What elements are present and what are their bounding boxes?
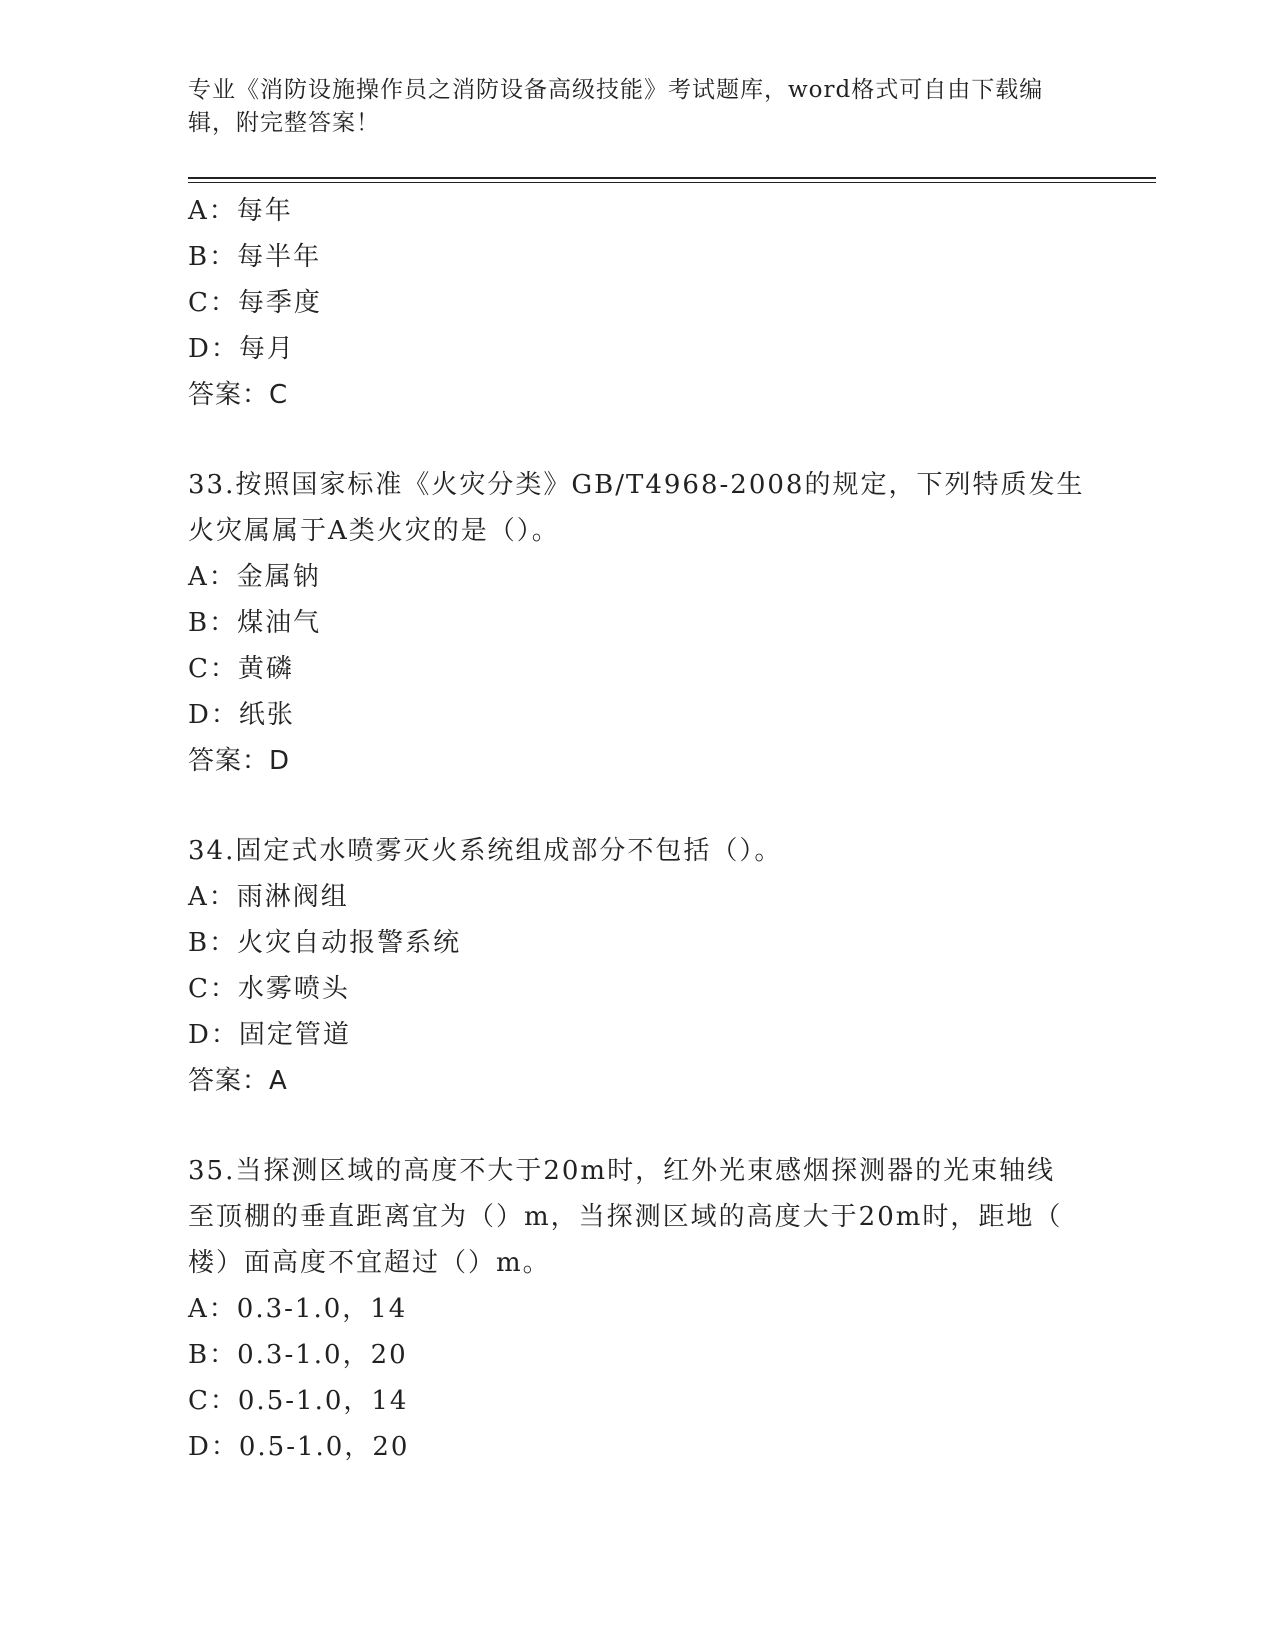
question-stem-line: 34.固定式水喷雾灭火系统组成部分不包括（）。 <box>188 836 783 866</box>
option-a: A：雨淋阀组 <box>188 882 349 912</box>
option-b: B：火灾自动报警系统 <box>188 928 462 958</box>
header-rule-thick <box>188 177 1156 179</box>
question-stem-line: 33.按照国家标准《火灾分类》GB/T4968-2008的规定，下列特质发生 <box>188 470 1085 500</box>
option-c: C：0.5-1.0，14 <box>188 1386 409 1416</box>
option-d: D：每月 <box>188 334 295 364</box>
question-35 <box>188 1148 1088 1470</box>
answer-label: 答案：D <box>188 746 291 776</box>
question-32-continued <box>188 188 1088 418</box>
option-a: A：金属钠 <box>188 562 321 592</box>
question-content <box>188 188 1088 1470</box>
answer-label: 答案：A <box>188 1066 288 1096</box>
question-stem-line: 35.当探测区域的高度不大于20m时，红外光束感烟探测器的光束轴线 <box>188 1156 1056 1186</box>
option-d: D：固定管道 <box>188 1020 351 1050</box>
option-c: C：每季度 <box>188 288 322 318</box>
option-a: A：0.3-1.0，14 <box>188 1294 408 1324</box>
option-b: B：煤油气 <box>188 608 322 638</box>
option-a: A：每年 <box>188 196 293 226</box>
option-c: C：黄磷 <box>188 654 294 684</box>
question-stem-line: 至顶棚的垂直距离宜为（）m，当探测区域的高度大于20m时，距地（ <box>188 1202 1063 1232</box>
question-34 <box>188 828 1088 1104</box>
document-header <box>188 74 1068 140</box>
option-d: D：纸张 <box>188 700 295 730</box>
header-rule-thin <box>188 182 1156 183</box>
question-stem-line: 火灾属属于A类火灾的是（）。 <box>188 516 560 546</box>
header-line-2: 辑，附完整答案！ <box>188 110 380 136</box>
question-33 <box>188 462 1088 784</box>
answer-label: 答案：C <box>188 380 289 410</box>
option-b: B：每半年 <box>188 242 322 272</box>
header-line-1: 专业《消防设施操作员之消防设备高级技能》考试题库，word格式可自由下载编 <box>188 77 1044 103</box>
option-b: B：0.3-1.0，20 <box>188 1340 408 1370</box>
question-stem-line: 楼）面高度不宜超过（）m。 <box>188 1248 551 1278</box>
option-d: D：0.5-1.0，20 <box>188 1432 410 1462</box>
option-c: C：水雾喷头 <box>188 974 350 1004</box>
